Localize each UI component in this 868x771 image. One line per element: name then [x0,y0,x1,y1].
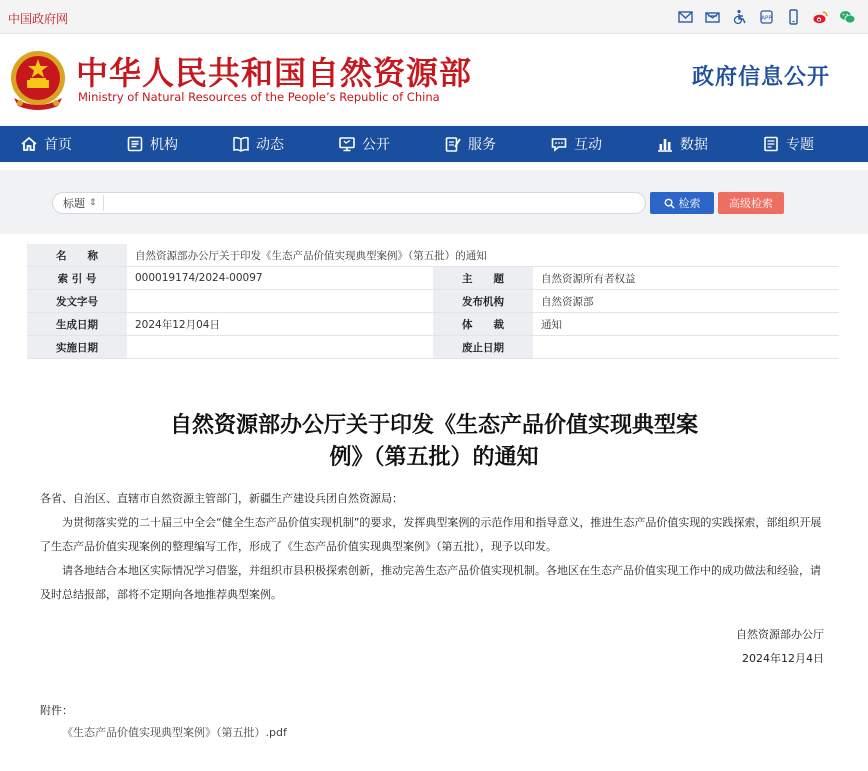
national-emblem-icon [8,48,68,112]
top-icon-group [677,9,856,25]
document-title [110,410,758,474]
gov-portal-link[interactable]: 中国政府网 [8,12,69,26]
nav-label: 专题 [786,137,814,153]
meta-key: 发文字号 [27,290,127,313]
site-title: 中华人民共和国自然资源部 [76,54,473,92]
monitor-icon [338,135,356,153]
weibo-icon[interactable] [812,9,829,25]
meta-key: 废止日期 [433,336,533,359]
nav-label: 互动 [574,137,602,153]
mobile-icon[interactable] [785,9,802,25]
search-type-select[interactable] [57,195,104,211]
meta-key: 索 引 号 [27,267,127,290]
nav-label: 动态 [256,137,284,153]
table-row [27,290,839,313]
body-paragraph: 为贯彻落实党的二十届三中全会“健全生态产品价值实现机制”的要求，发挥典型案例的示范作用和指导意义，推进生态产品价值实现的实践探索，部组织开展了生态产品价值实现案例的整理编写工作，形成了《生态产品价值实现典型案例》（第五批），现予以印发。 [40,516,822,553]
table-row [27,244,839,267]
table-row [27,313,839,336]
site-header [0,34,868,126]
meta-key: 主 题 [433,267,533,290]
meta-value: 自然资源部 [533,290,839,313]
search-box [52,192,646,214]
meta-key: 实施日期 [27,336,127,359]
accessibility-icon[interactable] [731,9,748,25]
signer: 自然资源部办公厅 [736,628,824,641]
edit-icon [444,135,462,153]
meta-value [127,336,433,359]
meta-value: 000019174/2024-00097 [127,267,433,290]
document-title-line: 自然资源部办公厅关于印发《生态产品价值实现典型案 [169,413,698,438]
search-type-label: 标题 [63,197,85,210]
nav-label: 数据 [680,137,708,153]
nav-label: 服务 [468,137,496,153]
search-panel [0,170,868,234]
table-row [27,267,839,290]
main-nav [0,126,868,162]
meta-value: 通知 [533,313,839,336]
meta-value: 2024年12月04日 [127,313,433,336]
meta-value: 自然资源所有者权益 [533,267,839,290]
advanced-search-button[interactable]: 高级检索 [718,192,784,214]
search-button[interactable] [650,192,714,214]
document-icon [762,135,780,153]
nav-label: 机构 [150,137,178,153]
nav-item-organization[interactable] [126,134,232,154]
meta-key: 生成日期 [27,313,127,336]
meta-key: 体 裁 [433,313,533,336]
svg-text:APP: APP [761,15,772,22]
attachment-label: 附件： [40,704,73,717]
chevron-updown-icon: ⇕ [89,198,97,208]
nav-item-public[interactable] [338,134,444,154]
home-icon [20,135,38,153]
info-disclosure-label[interactable]: 政府信息公开 [691,65,830,90]
mail-icon[interactable] [677,9,694,25]
nav-item-service[interactable] [444,134,550,154]
salutation: 各省、自治区、直辖市自然资源主管部门，新疆生产建设兵团自然资源局： [40,492,403,505]
nav-label: 首页 [44,137,72,153]
search-icon [664,198,675,209]
nav-item-home[interactable] [20,134,126,154]
body-paragraph: 请各地结合本地区实际情况学习借鉴，并组织市县积极探索创新，推动完善生态产品价值实现机制。各地区在生态产品价值实现工作中的成功做法和经验，请及时总结报部，部将不定期向各地推荐典型案例。 [40,564,821,601]
document-body [40,487,830,607]
attachment-link[interactable]: 《生态产品价值实现典型案例》（第五批）.pdf [62,726,287,739]
nav-label: 公开 [362,137,390,153]
meta-value [127,290,433,313]
document-date: 2024年12月4日 [742,652,824,665]
document-metadata-table [27,243,839,359]
search-input[interactable] [101,194,637,212]
mail-open-icon[interactable] [704,9,721,25]
meta-key: 发布机构 [433,290,533,313]
meta-value: 自然资源部办公厅关于印发《生态产品价值实现典型案例》（第五批）的通知 [127,244,839,267]
wechat-icon[interactable] [839,9,856,25]
nav-item-news[interactable] [232,134,338,154]
search-button-label: 检索 [678,197,701,210]
document-title-line: 例》（第五批）的通知 [329,445,539,470]
book-icon [232,135,250,153]
nav-item-topics[interactable] [762,134,868,154]
top-bar [0,0,868,34]
table-row [27,336,839,359]
nav-item-interaction[interactable] [550,134,656,154]
organization-icon [126,135,144,153]
site-subtitle: Ministry of Natural Resources of the People’s Republic of China [78,90,440,104]
meta-value [533,336,839,359]
bar-chart-icon [656,135,674,153]
app-icon[interactable] [758,9,775,25]
chat-icon [550,135,568,153]
nav-item-data[interactable] [656,134,762,154]
meta-key: 名 称 [27,244,127,267]
